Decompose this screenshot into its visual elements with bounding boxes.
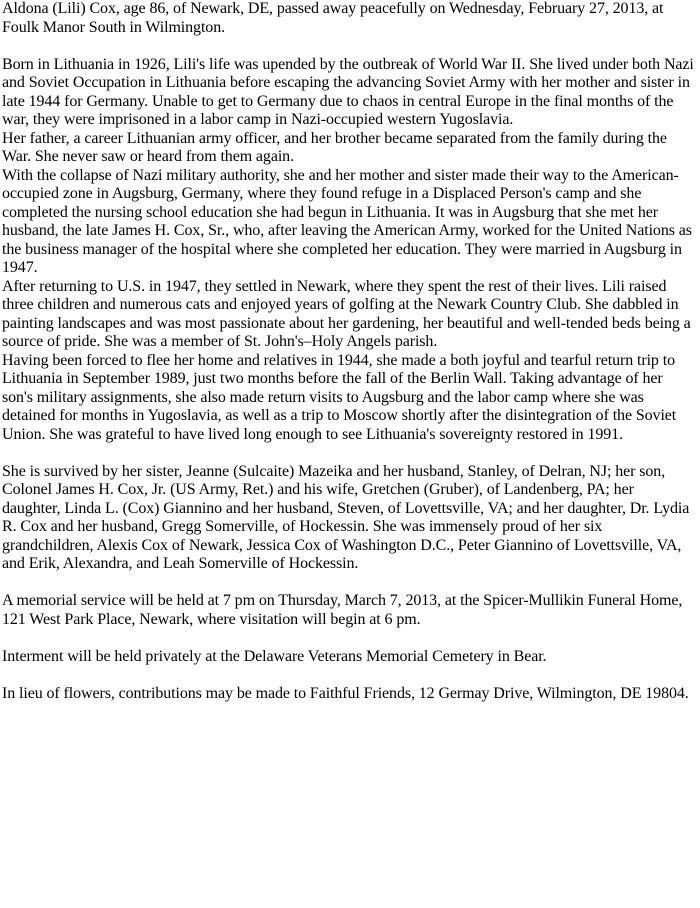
life-paragraph-return-trip: Having been forced to flee her home and relatives in 1944, she made a both joyful and tearful return trip to Lithuania in September 1989, just two months before the fall of the Berlin Wall. Taking advantage of her son's military assignments, she also made return visits to Augsburg and the labor camp where she was detained for months in Yugoslavia, as well as a trip to Moscow shortly after the disintegration of the Soviet Union. She was grateful to have lived long enough to see Lithuania's sovereignty restored in 1991. — [2, 351, 677, 443]
life-paragraph-father: Her father, a career Lithuanian army officer, and her brother became separated from the family during the War. She never saw or heard from them again. — [2, 129, 667, 165]
paragraph-gap — [2, 574, 696, 593]
survivors-paragraph: She is survived by her sister, Jeanne (Sulcaite) Mazeika and her husband, Stanley, of Delran, NJ; her son, Colonel James H. Cox, Jr. (US Army, Ret.) and his wife, Gretchen (Gruber), of Landenberg, PA; her daughter, Linda L. (Cox) Giannino and her husband, Steven, of Lovettsville, VA; and her daughter, Dr. Lydia R. Cox and her husband, Gregg Somerville, of Hockessin. She was immensely proud of her six grandchildren, Alexis Cox of Newark, Jessica Cox of Washington D.C., Peter Giannino of Lovettsville, VA, and Erik, Alexandra, and Leah Somerville of Hockessin. — [2, 462, 690, 572]
intro-paragraph: Aldona (Lili) Cox, age 86, of Newark, DE, passed away peacefully on Wednesday, February 27, 2013, at Foulk Manor South in Wilmington. — [2, 0, 664, 36]
life-paragraph-augsburg: With the collapse of Nazi military authority, she and her mother and sister made their way to the American-occupied zone in Augsburg, Germany, where they found refuge in a Displaced Person's camp and she completed the nursing school education she had begun in Lithuania. It was in Augsburg that she met her husband, the late James H. Cox, Sr., who, after leaving the American Army, worked for the United Nations as the business manager of the hospital where she completed her education. They were married in Augsburg in 1947. — [2, 166, 692, 276]
paragraph-gap — [2, 444, 696, 463]
interment-paragraph: Interment will be held privately at the Delaware Veterans Memorial Cemetery in Bear. — [2, 647, 547, 665]
life-paragraph-newark: After returning to U.S. in 1947, they settled in Newark, where they spent the rest of their lives. Lili raised three children and numerous cats and enjoyed years of golfing at the Newark Country Club. She dabbled in painting landscapes and was most passionate about her gardening, her beautiful and well-tended beds being a source of pride. She was a member of St. John's–Holy Angels parish. — [2, 277, 691, 350]
paragraph-gap — [2, 629, 696, 648]
paragraph-gap — [2, 666, 696, 685]
memorial-service-paragraph: A memorial service will be held at 7 pm on Thursday, March 7, 2013, at the Spicer-Mullikin Funeral Home, 121 West Park Place, Newark, where visitation will begin at 6 pm. — [2, 592, 683, 628]
donations-paragraph: In lieu of flowers, contributions may be made to Faithful Friends, 12 Germay Drive, Wilmington, DE 19804. — [2, 684, 689, 702]
paragraph-gap — [2, 37, 696, 56]
life-paragraph-early-years: Born in Lithuania in 1926, Lili's life was upended by the outbreak of World War II. She lived under both Nazi and Soviet Occupation in Lithuania before escaping the advancing Soviet Army with her mother and sister in late 1944 for Germany. Unable to get to Germany due to chaos in central Europe in the final months of the war, they were imprisoned in a labor camp in Nazi-occupied western Yugoslavia. — [2, 55, 694, 128]
